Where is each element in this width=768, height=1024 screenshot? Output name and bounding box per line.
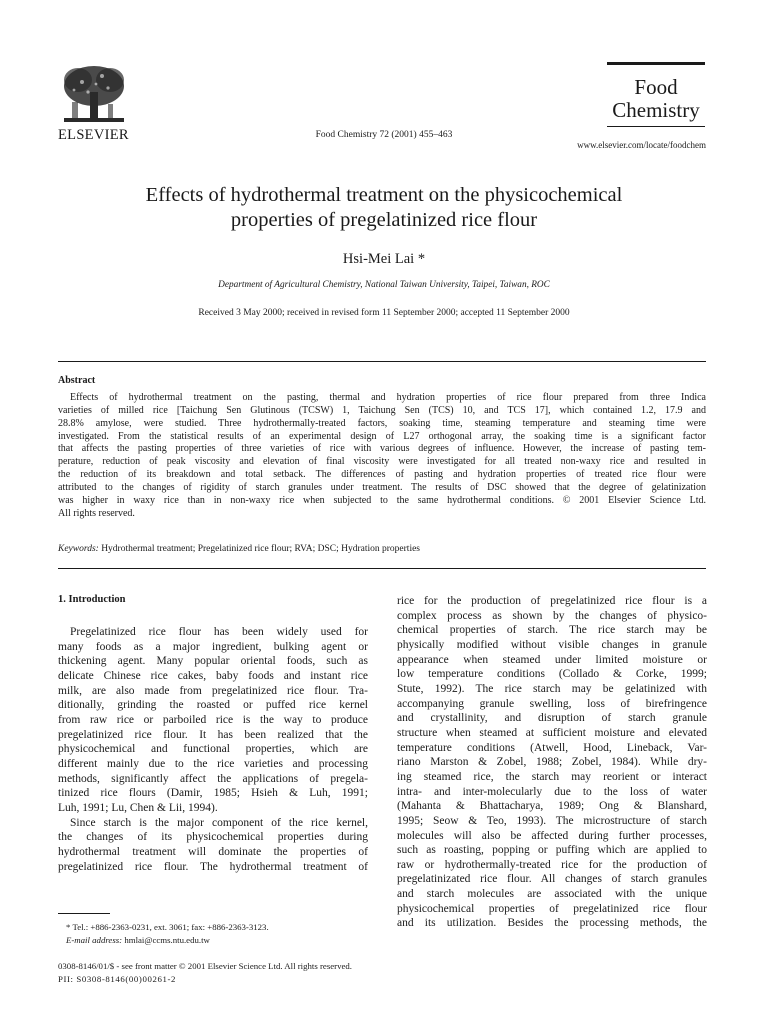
abstract-line: perature, reduction of peak viscosity and elevation of final viscosity were investigated for all treated non-waxy rice and resulted in xyxy=(58,456,706,468)
body-line: Stute, 1992). The rice starch may be gelatinized with xyxy=(397,682,707,695)
journal-citation: Food Chemistry 72 (2001) 455–463 xyxy=(315,130,453,140)
journal-name-line1: Food xyxy=(634,75,678,99)
email-label: E-mail address: xyxy=(66,935,123,945)
body-line: Luh, 1991; Lu, Chen & Lii, 1994). xyxy=(58,801,218,814)
body-line: delicate Chinese rice cakes, baby foods and instant rice xyxy=(58,669,368,682)
body-line: pregelatinized rice flour. The hydrothermal treatment of xyxy=(58,860,368,873)
article-dates: Received 3 May 2000; received in revised form 11 September 2000; accepted 11 September 2000 xyxy=(198,308,570,318)
body-line: tinized rice flours (Damir, 1985; Hsieh & Luh, 1991; xyxy=(58,787,368,800)
journal-brand-rule-bottom xyxy=(607,126,705,127)
body-line: intra- and inter-molecularly due to the loss of water xyxy=(397,785,707,798)
body-line: methods, significantly affect the applications of pregela- xyxy=(58,772,368,785)
body-line: different mainly due to the rice varieties and processing xyxy=(58,757,368,770)
email-link[interactable]: hmlai@ccms.ntu.edu.tw xyxy=(124,935,210,945)
abstract-line: 28.8% amylose, were studied. Three hydrothermally-treated factors, soaking time, steaming temperature and steaming time were xyxy=(58,417,706,429)
footnote-rule xyxy=(58,913,110,914)
body-column-right xyxy=(397,594,707,931)
keywords-text: Hydrothermal treatment; Pregelatinized rice flour; RVA; DSC; Hydration properties xyxy=(101,544,421,554)
body-column-left xyxy=(58,625,368,874)
body-line: molecules will also be affected during further processes, xyxy=(397,829,707,842)
divider xyxy=(58,568,706,569)
abstract-line: attributed to the changes of rigidity of starch granules under treatment. The results of DSC showed that the degree of gelatinization xyxy=(58,481,706,493)
body-line: and crystallinity, and disruption of starch granule xyxy=(397,712,707,725)
body-line: pregelatinized rice flour. It has been realized that the xyxy=(58,728,368,741)
footnote-contact: * Tel.: +886-2363-0231, ext. 3061; fax: +886-2363-3123. xyxy=(66,922,269,932)
abstract-heading: Abstract xyxy=(58,375,96,386)
body-line: rice for the production of pregelatinized rice flour is a xyxy=(397,595,707,607)
abstract-line: the reduction of its breakdown and total setback. The differences of pasting and hydration properties of treated rice flour were xyxy=(58,469,706,481)
body-line: hydrothermal treatment will dominate the properties of xyxy=(58,845,368,858)
body-line: milk, are also made from pregelatinized rice flour. Tra- xyxy=(58,684,368,697)
copyright-line: 0308-8146/01/$ - see front matter © 2001 Elsevier Science Ltd. All rights reserved. xyxy=(58,961,352,971)
body-line: appearance when steamed under limited moisture or xyxy=(397,653,707,666)
body-line: 1995; Seow & Teo, 1993). The microstructure of starch xyxy=(397,814,707,827)
body-line: ing steamed rice, the starch may reorient or interact xyxy=(397,770,707,783)
body-line: and its utilization. Besides the processing methods, the xyxy=(397,917,707,930)
body-line: Pregelatinized rice flour has been widely used for xyxy=(70,626,368,638)
body-line: temperature conditions (Atwell, Hood, Lineback, Var- xyxy=(397,741,707,754)
body-line: many foods as a major ingredient, bulking agent or xyxy=(58,640,368,653)
body-line: pregelatinizated rice flour. All changes of starch granules xyxy=(397,873,707,886)
author-affiliation: Department of Agricultural Chemistry, National Taiwan University, Taipei, Taiwan, ROC xyxy=(218,280,550,290)
author-name: Hsi-Mei Lai * xyxy=(342,251,426,267)
body-line: ditionally, grinding the roasted or puffed rice kernel xyxy=(58,699,368,712)
body-line: chemical properties of starch. The rice starch may be xyxy=(397,624,707,637)
journal-brand-rule-top xyxy=(607,62,705,65)
body-line: Since starch is the major component of the rice kernel, xyxy=(70,816,368,829)
body-line: low temperature conditions (Collado & Corke, 1999; xyxy=(397,668,707,681)
abstract-line: Effects of hydrothermal treatment on the pasting, thermal and hydration properties of rice flour prepared from three Indica xyxy=(70,392,706,403)
body-line: such as roasting, popping or puffing which are applied to xyxy=(397,844,707,857)
body-line: physically modified without visible changes in granule xyxy=(397,638,707,651)
body-line: thickening agent. Many popular oriental foods, such as xyxy=(58,655,368,668)
body-line: complex process as shown by the changes of physico- xyxy=(397,609,707,622)
body-line: (Mahanta & Bhattacharya, 1989; Ong & Blanshard, xyxy=(397,800,707,813)
body-line: riano Marston & Zobel, 1988; Zobel, 1984). While dry- xyxy=(397,756,707,769)
article-title-line: properties of pregelatinized rice flour xyxy=(230,209,538,231)
abstract-line: investigated. From the statistical results of an experimental design of L27 orthogonal array, the soaking time is a significant factor xyxy=(58,430,706,442)
keywords-label: Keywords: xyxy=(58,544,99,554)
publisher-name: ELSEVIER xyxy=(58,127,129,143)
abstract-body xyxy=(58,392,706,520)
footnote-email xyxy=(66,935,210,945)
keywords xyxy=(58,544,420,554)
body-line: physicochemical properties of pregelatinized rice flour xyxy=(397,902,707,915)
abstract-line: varieties of milled rice [Taichung Sen Glutinous (TCSW) 1, Taichung Sen (TCS) 10, and TCS 17], which contained 1.2, 17.9 and xyxy=(58,404,706,416)
body-line: accompanying granule swelling, loss of birefringence xyxy=(397,697,707,710)
article-title-line: Effects of hydrothermal treatment on the physicochemical xyxy=(145,184,623,206)
pii-line: PII: S0308-8146(00)00261-2 xyxy=(58,974,176,984)
journal-url-link[interactable]: www.elsevier.com/locate/foodchem xyxy=(577,140,706,150)
elsevier-tree-logo xyxy=(58,62,130,128)
article-title xyxy=(60,183,708,233)
body-line: structure when steamed at sufficient moisture and elevated xyxy=(397,726,707,739)
body-line: physicochemical and functional properties, which are xyxy=(58,743,368,756)
abstract-line: All rights reserved. xyxy=(58,507,135,519)
body-line: the changes of its physicochemical properties during xyxy=(58,831,368,844)
body-line: raw or hydrothermally-treated rice for the production of xyxy=(397,858,707,871)
section-heading-introduction: 1. Introduction xyxy=(58,594,126,605)
body-line: and starch molecules are associated with the unique xyxy=(397,888,707,901)
abstract-line: that affects the pasting properties of three varieties of rice with various degrees of influence. However, the increase of pasting tem- xyxy=(58,443,706,455)
body-line: from raw rice or parboiled rice is the way to produce xyxy=(58,713,368,726)
journal-name-line2: Chemistry xyxy=(612,98,700,122)
divider xyxy=(58,361,706,362)
abstract-line: was higher in waxy rice than in non-waxy rice when subjected to the same hydrothermal conditions. © 2001 Elsevier Science Ltd. xyxy=(58,494,706,506)
